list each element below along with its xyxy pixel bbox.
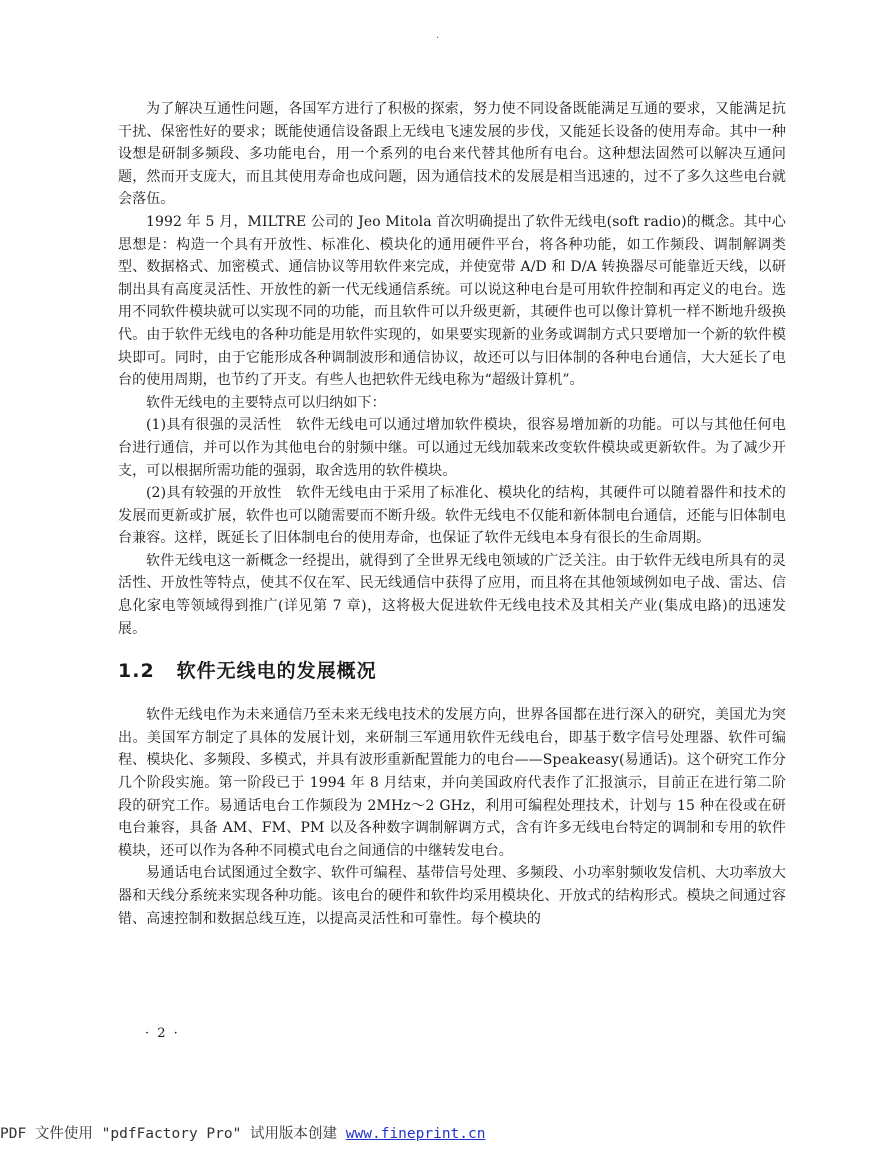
paragraph-speakeasy-architecture: 易通话电台试图通过全数字、软件可编程、基带信号处理、多频段、小功率射频收发信机、大功率放大器和天线分系统来实现各种功能。该电台的硬件和软件均采用模块化、开放式的结构形式。模块之间通过容错、高速控制和数据总线互连，以提高灵活性和可靠性。每个模块的 [118, 865, 786, 927]
paragraph-speakeasy: 软件无线电作为未来通信乃至未来无线电技术的发展方向，世界各国都在进行深入的研究，美国尤为突出。美国军方制定了具体的发展计划，来研制三军通用软件无线电台，即基于数字信号处理器、软件可编程、模块化、多频段、多模式，并具有波形重新配置能力的电台——Speakeasy(易通话)。这个研究工作分几个阶段实施。第一阶段已于 1994 年 8 月结束，并向美国政府代表作了汇报演示，目前正在进行第二阶段的研究工作。易通话电台工作频段为 2MHz～2 GHz，利用可编程处理技术，计划与 15 种在役或在研电台兼容，具备 AM、FM、PM 以及各种数字调制解调方式，含有许多无线电台特定的调制和专用的软件模块，还可以作为各种不同模式电台之间通信的中继转发电台。 [118, 707, 786, 859]
paragraph-flexibility: (1)具有很强的灵活性 软件无线电可以通过增加软件模块，很容易增加新的功能。可以与其他任何电台进行通信，并可以作为其他电台的射频中继。可以通过无线加载来改变软件模块或更新软件。为了减少开支，可以根据所需功能的强弱，取舍选用的软件模块。 [118, 417, 786, 479]
section-heading [118, 657, 786, 685]
page-number: · 2 · [145, 1026, 180, 1041]
pdf-footer [0, 1122, 485, 1143]
paragraph-features-intro: 软件无线电的主要特点可以归纳如下： [146, 394, 386, 411]
section-title: 软件无线电的发展概况 [176, 660, 377, 683]
page-content [118, 98, 786, 930]
section-number: 1.2 [118, 660, 155, 683]
paragraph-openness: (2)具有较强的开放性 软件无线电由于采用了标准化、模块化的结构，其硬件可以随着器件和技术的发展而更新或扩展，软件也可以随需要而不断升级。软件无线电不仅能和新体制电台通信，还能与旧体制电台兼容。这样，既延长了旧体制电台的使用寿命，也保证了软件无线电本身有很长的生命周期。 [118, 485, 786, 547]
top-mark: . [436, 30, 440, 41]
footer-text: PDF 文件使用 "pdfFactory Pro" 试用版本创建 [0, 1126, 346, 1142]
footer-link[interactable]: www.fineprint.cn [345, 1126, 486, 1142]
paragraph-mitola-concept: 1992 年 5 月，MILTRE 公司的 Jeo Mitola 首次明确提出了软件无线电(soft radio)的概念。其中心思想是：构造一个具有开放性、标准化、模块化的通用硬件平台，将各种功能，如工作频段、调制解调类型、数据格式、加密模式、通信协议等用软件来完成，并使宽带 A/D 和 D/A 转换器尽可能靠近天线，以研制出具有高度灵活性、开放性的新一代无线通信系统。可以说这种电台是可用软件控制和再定义的电台。选用不同软件模块就可以实现不同的功能，而且软件可以升级更新，其硬件也可以像计算机一样不断地升级换代。由于软件无线电的各种功能是用软件实现的，如果要实现新的业务或调制方式只要增加一个新的软件模块即可。同时，由于它能形成各种调制波形和通信协议，故还可以与旧体制的各种电台通信，大大延长了电台的使用周期，也节约了开支。有些人也把软件无线电称为“超级计算机”。 [118, 213, 786, 389]
paragraph-interop: 为了解决互通性问题，各国军方进行了积极的探索，努力使不同设备既能满足互通的要求，又能满足抗干扰、保密性好的要求；既能使通信设备跟上无线电飞速发展的步伐，又能延长设备的使用寿命。其中一种设想是研制多频段、多功能电台，用一个系列的电台来代替其他所有电台。这种想法固然可以解决互通问题，然而开支庞大，而且其使用寿命也成问题，因为通信技术的发展是相当迅速的，过不了多久这些电台就会落伍。 [118, 101, 786, 208]
paragraph-attention: 软件无线电这一新概念一经提出，就得到了全世界无线电领域的广泛关注。由于软件无线电所具有的灵活性、开放性等特点，使其不仅在军、民无线通信中获得了应用，而且将在其他领域例如电子战、雷达、信息化家电等领域得到推广(详见第 7 章)，这将极大促进软件无线电技术及其相关产业(集成电路)的迅速发展。 [118, 552, 786, 637]
